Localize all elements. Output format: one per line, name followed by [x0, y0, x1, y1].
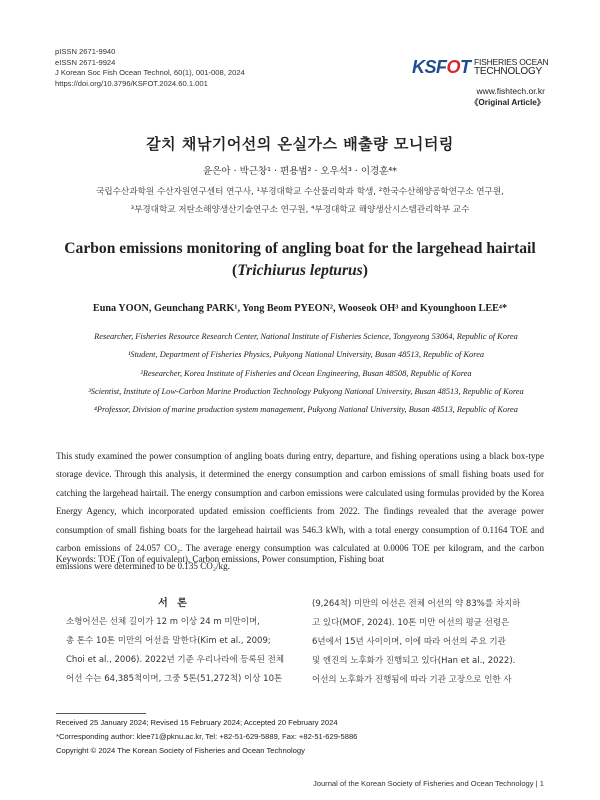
manuscript-dates: Received 25 January 2024; Revised 15 February 2024; Accepted 20 February 2024 [56, 718, 338, 727]
copyright: Copyright © 2024 The Korean Society of Fisheries and Ocean Technology [56, 746, 305, 755]
body-line: 6년에서 15년 사이이며, 이에 따라 어선의 주요 기관 [312, 637, 506, 647]
english-affiliation: ¹Student, Department of Fisheries Physics, Pukyong National University, Busan 48513, Republic of Korea [127, 350, 485, 360]
body-line: 고 있다(MOF, 2024). 10톤 미만 어선의 평균 선령은 [312, 618, 510, 628]
logo-text [474, 58, 548, 77]
english-affiliation: ²Researcher, Korea Institute of Fisheries and Ocean Engineering, Busan 48508, Republic of Korea [140, 368, 472, 378]
english-title [40, 238, 560, 282]
english-affiliation: Researcher, Fisheries Resource Research Center, National Institute of Fisheries Science, Tongyeong 53064, Republic of Korea [94, 332, 518, 341]
korean-authors: 윤은아 · 박근창¹ · 편용범² · 오우석³ · 이경훈⁴* [203, 166, 397, 177]
english-affiliation: ³Scientist, Institute of Low-Carbon Marine Production Technology Pukyong National University, Busan 48513, Republic of Korea [88, 386, 524, 396]
abstract: This study examined the power consumption of angling boats during entry, departure, and fishing operations using a black box-type storage device. Through this analysis, it determined the energy consumption and carbon emissions of small fishing boats used for catching the largehead hairtail. The energy consumption and carbon emissions were calculated using formulas provided by the Korea Energy Agency, which incorporated updated emission coefficients from 2022. The findings revealed that the average power consumption of small fishing boats for the largehead hairtail was 546.3 kWh, with a total energy consumption of 0.1164 TOE and carbon emissions of 24.057 CO₂. The average energy consumption was calculated at 0.0006 TOE per kilogram, and the carbon emissions were determined to be 0.135 CO₂/kg. [56, 451, 544, 572]
body-line: 및 엔진의 노후화가 진행되고 있다(Han et al., 2022). [312, 656, 516, 666]
footnotes [56, 716, 544, 758]
article-type: 《Original Article》 [470, 98, 545, 107]
body-line: 총 톤수 10톤 미만의 어선을 말한다(Kim et al., 2009; [66, 636, 271, 646]
footnote-divider [56, 713, 146, 714]
body-line: 소형어선은 선체 길이가 12 m 이상 24 m 미만이며, [66, 617, 260, 627]
english-affiliations [56, 328, 556, 419]
section-heading-introduction: 서 론 [158, 598, 190, 609]
doi-link[interactable]: https://doi.org/10.3796/KSFOT.2024.60.1.001 [55, 78, 208, 88]
page-footer: Journal of the Korean Society of Fisheries and Ocean Technology | 1 [312, 779, 544, 788]
english-affiliation: ⁴Professor, Division of marine production system management, Pukyong National University, Busan 48513, Republic of Korea [94, 405, 518, 415]
body-line: 어선 수는 64,385척이며, 그중 5톤(51,272척) 이상 10톤 [66, 674, 283, 684]
body-column-right [312, 595, 548, 690]
body-column-left [56, 613, 292, 689]
scientific-name: Trichiurus lepturus [237, 262, 363, 279]
ksfot-logo-mark: KSFOT [412, 57, 471, 77]
eissn: eISSN 2671-9924 [55, 57, 116, 67]
journal-meta [55, 47, 245, 89]
logo-line2: TECHNOLOGY [474, 66, 543, 77]
pissn: pISSN 2671-9940 [55, 47, 116, 56]
korean-title: 갈치 채낚기어선의 온실가스 배출량 모니터링 [146, 135, 454, 153]
english-authors: Euna YOON, Geunchang PARK¹, Yong Beom PYEON², Wooseok OH³ and Kyounghoon LEE⁴* [92, 303, 508, 314]
body-line: (9,264척) 미만의 어선은 전체 어선의 약 83%를 차지하 [312, 599, 521, 609]
english-title-species: (Trichiurus lepturus) [232, 262, 368, 279]
keywords: Keywords: TOE (Ton of equivalent), Carbon emissions, Power consumption, Fishing boat [56, 554, 385, 564]
korean-affiliation-line: 국립수산과학원 수산자원연구센터 연구사, ¹부경대학교 수산물리학과 학생, ²한국수산해양공학연구소 연구원, [96, 187, 504, 197]
english-title-main: Carbon emissions monitoring of angling boat for the largehead hairtail [64, 240, 536, 257]
body-line: Choi et al., 2006). 2022년 기준 우리나라에 등록된 전체 [66, 655, 285, 665]
citation: J Korean Soc Fish Ocean Technol, 60(1), 001-008, 2024 [55, 68, 245, 78]
korean-affiliations [0, 184, 600, 219]
journal-website[interactable]: www.fishtech.or.kr [476, 86, 545, 96]
body-line: 어선의 노후화가 진행됨에 따라 기관 고장으로 인한 사 [312, 675, 512, 685]
journal-logo [412, 55, 549, 79]
corresponding-author: *Corresponding author: klee71@pknu.ac.kr, Tel: +82-51-629-5889, Fax: +82-51-629-5886 [56, 732, 358, 741]
logo-line1: FISHERIES OCEAN [474, 57, 549, 67]
korean-affiliation-line: ³부경대학교 저탄소해양생산기술연구소 연구원, ⁴부경대학교 해양생산시스템관리학부 교수 [130, 204, 470, 215]
